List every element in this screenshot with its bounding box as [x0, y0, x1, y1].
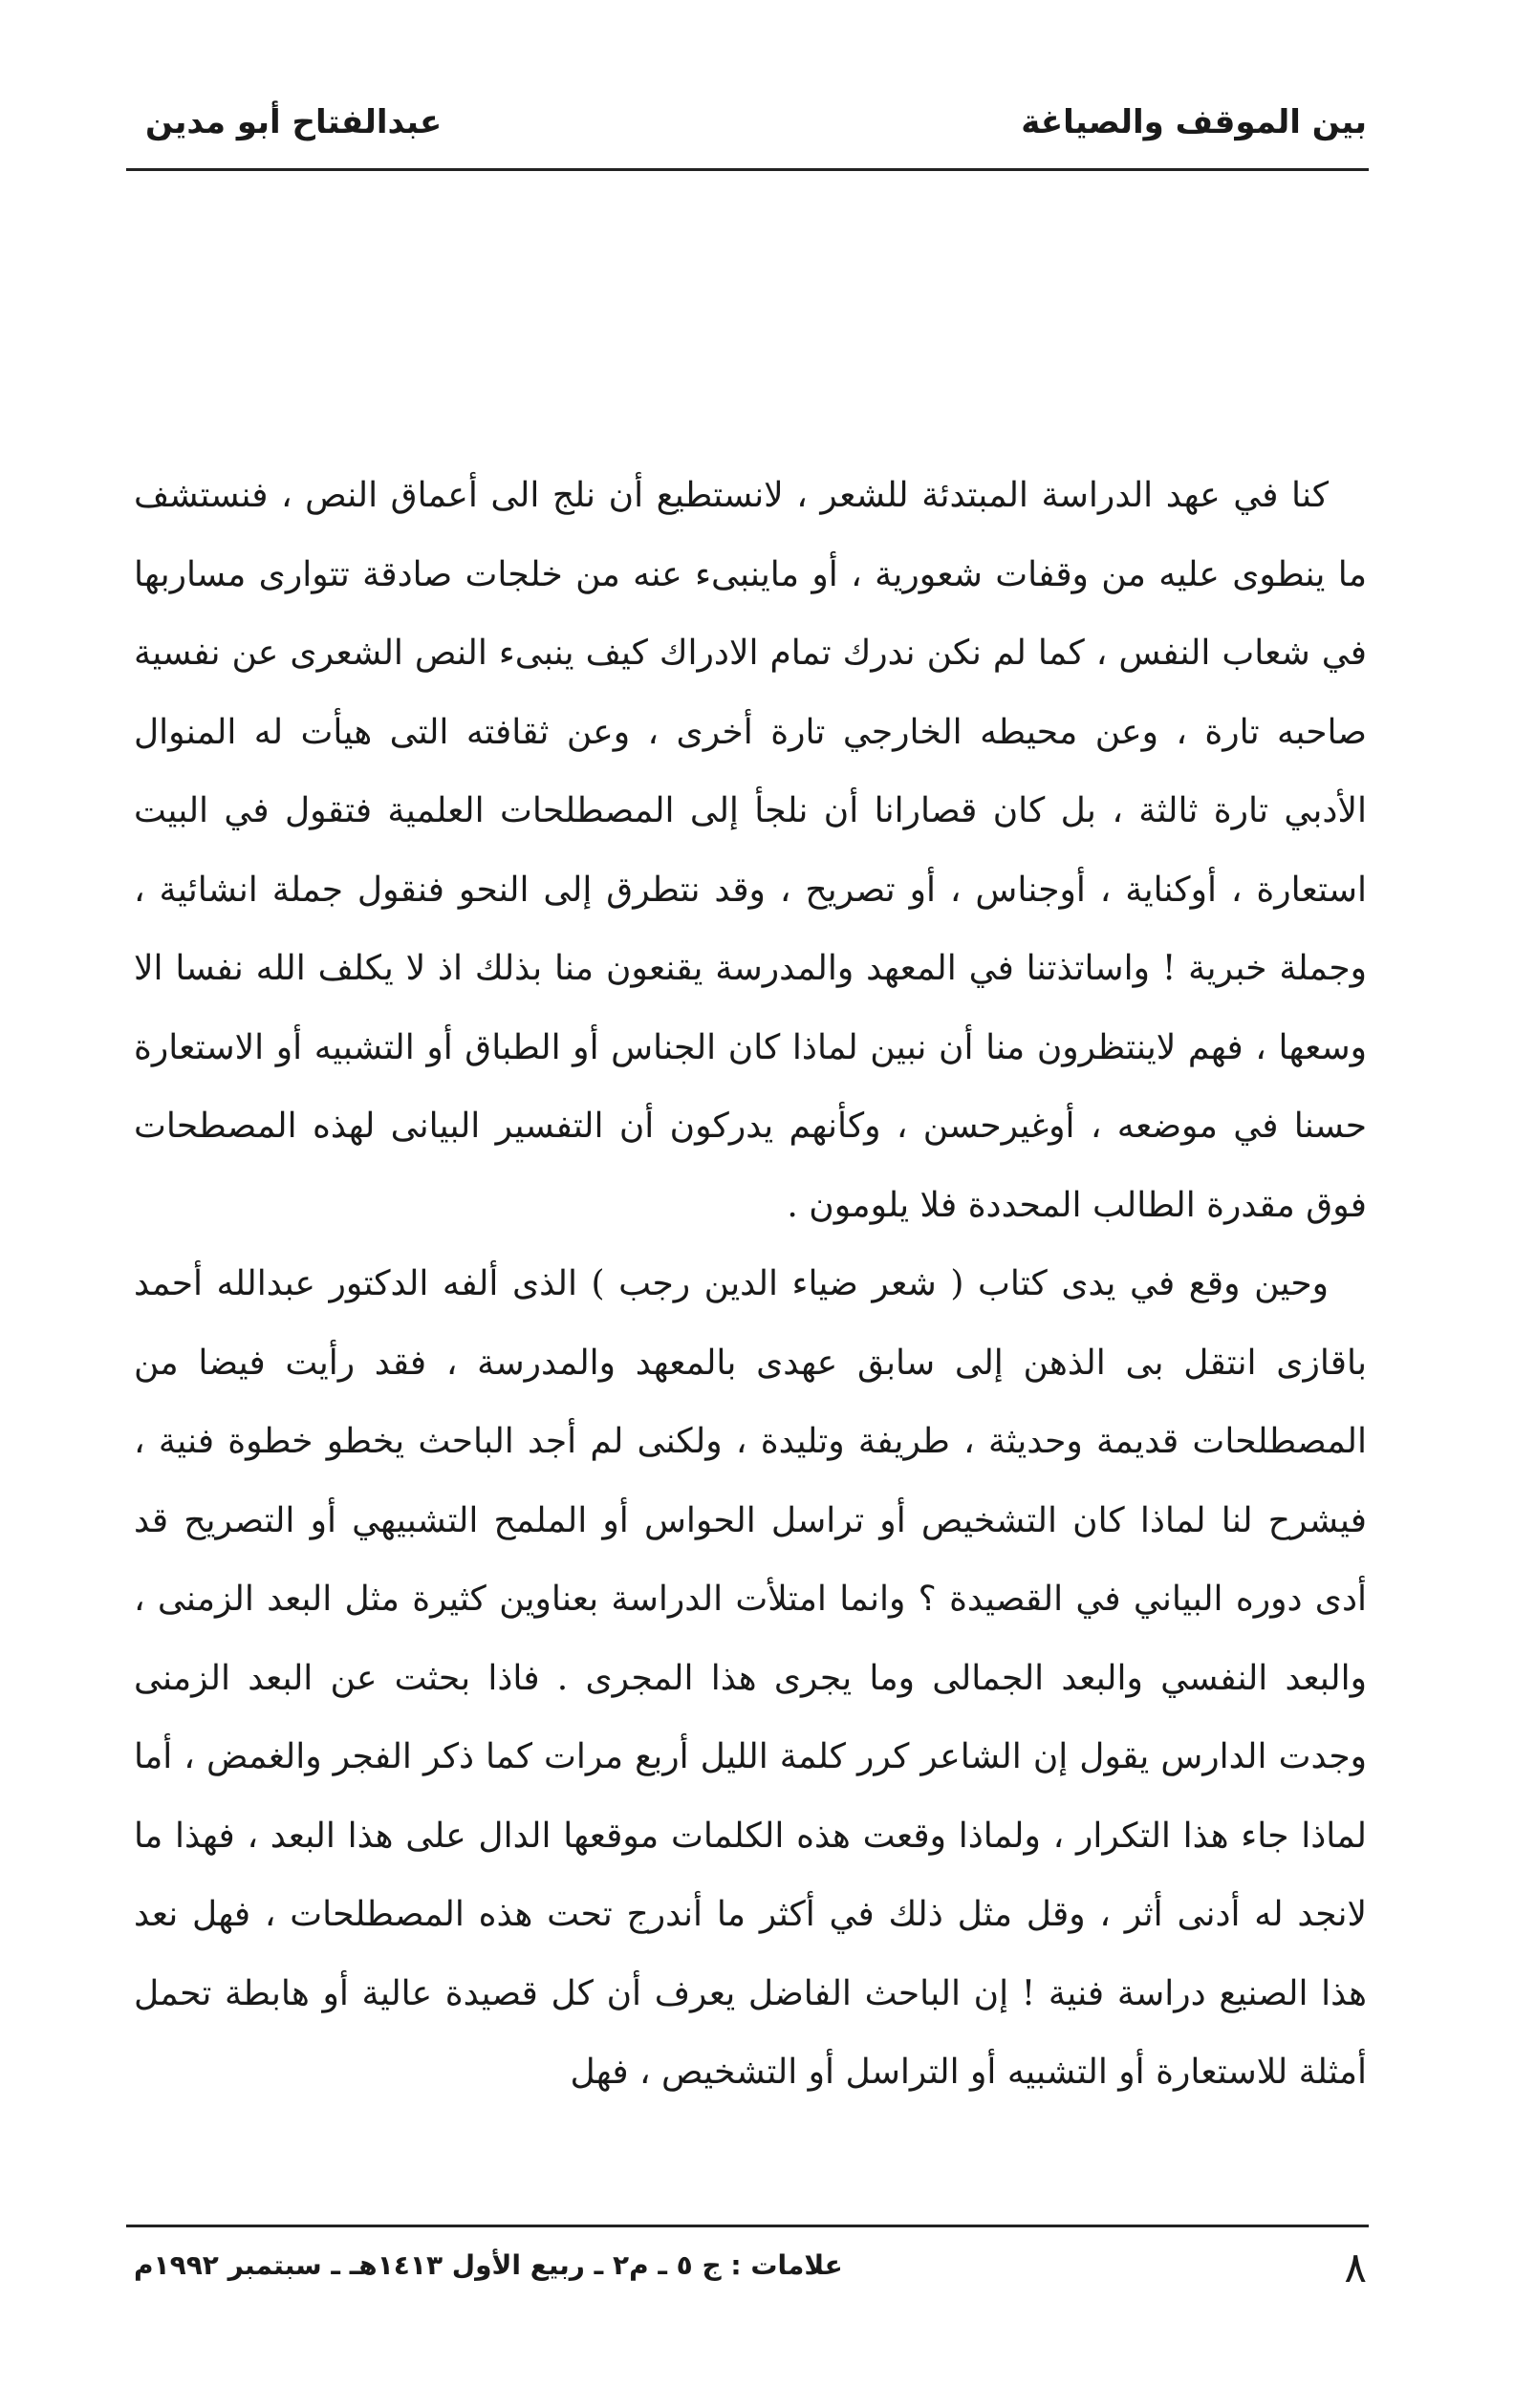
paragraph-1: كنا في عهد الدراسة المبتدئة للشعر ، لانستطيع أن نلج الى أعماق النص ، فنستشف ما ينطوى عليه من وقفات شعورية ، أو ماينبىء عنه من خلجات صادقة تتوارى مساربها في شعاب النفس ، كما لم نكن ندرك تمام الادراك كيف ينبىء النص الشعرى عن نفسية صاحبه تارة ، وعن محيطه الخارجي تارة أخرى ، وعن ثقافته التى هيأت له المنوال الأدبي تارة ثالثة ، بل كان قصارانا أن نلجأ إلى المصطلحات العلمية فتقول في البيت استعارة ، أوكناية ، أوجناس ، أو تصريح ، وقد نتطرق إلى النحو فنقول جملة انشائية ، وجملة خبرية ! واساتذتنا في المعهد والمدرسة يقنعون منا بذلك اذ لا يكلف الله نفسا الا وسعها ، فهم لاينتظرون منا أن نبين لماذا كان الجناس أو الطباق أو التشبيه أو الاستعارة حسنا في موضعه ، أوغيرحسن ، وكأنهم يدركون أن التفسير البيانى لهذه المصطحات فوق مقدرة الطالب المحددة فلا يلومون .: [134, 476, 1367, 1225]
running-head: [134, 103, 1367, 161]
running-head-title: بين الموقف والصياغة: [1021, 103, 1367, 141]
article-body: [134, 457, 1367, 2113]
footer-rule: [126, 2225, 1369, 2227]
header-rule: [126, 168, 1369, 171]
page-footer: [134, 2244, 1367, 2311]
paragraph-2: وحين وقع في يدى كتاب ( شعر ضياء الدين رجب ) الذى ألفه الدكتور عبدالله أحمد باقازى انتقل بى الذهن إلى سابق عهدى بالمعهد والمدرسة ، فقد رأيت فيضا من المصطلحات قديمة وحديثة ، طريفة وتليدة ، ولكنى لم أجد الباحث يخطو خطوة فنية ، فيشرح لنا لماذا كان التشخيص أو تراسل الحواس أو الملمح التشبيهي أو التصريح قد أدى دوره البياني في القصيدة ؟ وانما امتلأت الدراسة بعناوين كثيرة مثل البعد الزمنى ، والبعد النفسي والبعد الجمالى وما يجرى هذا المجرى . فاذا بحثت عن البعد الزمنى وجدت الدارس يقول إن الشاعر كرر كلمة الليل أربع مرات كما ذكر الفجر والغمض ، أما لماذا جاء هذا التكرار ، ولماذا وقعت هذه الكلمات موقعها الدال على هذا البعد ، فهذا ما لانجد له أدنى أثر ، وقل مثل ذلك في أكثر ما أندرج تحت هذه المصطلحات ، فهل نعد هذا الصنيع دراسة فنية ! إن الباحث الفاضل يعرف أن كل قصيدة عالية أو هابطة تحمل أمثلة للاستعارة أو التشبيه أو التراسل أو التشخيص ، فهل: [134, 1264, 1367, 2092]
journal-citation: علامات : ج ٥ ـ م٢ ـ ربيع الأول ١٤١٣هـ ـ سبتمبر ١٩٩٢م: [134, 2249, 843, 2281]
page-number: ٨: [1344, 2244, 1367, 2292]
running-head-author: عبدالفتاح أبو مدين: [145, 103, 443, 141]
